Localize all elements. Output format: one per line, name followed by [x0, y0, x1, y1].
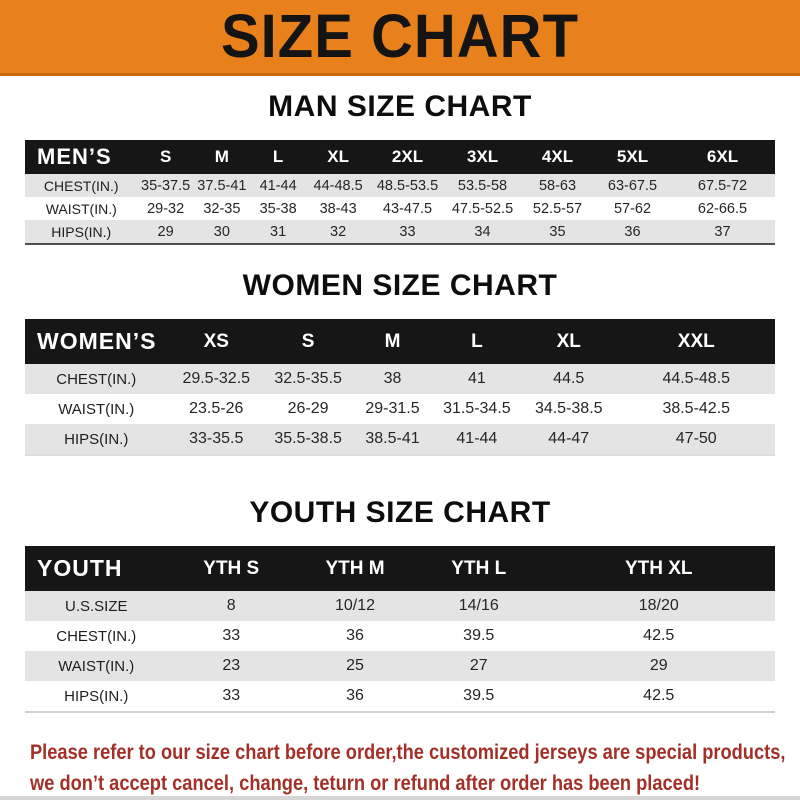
size-value-cell: 26-29 — [287, 400, 329, 417]
men-section-heading: MAN SIZE CHART — [268, 90, 532, 123]
women-header-row — [25, 319, 775, 364]
size-value-cell: 47.5-52.5 — [451, 200, 514, 217]
size-value-cell: 29 — [157, 223, 174, 240]
men-column-header: 3XL — [445, 140, 520, 174]
size-value-cell: 32 — [330, 223, 347, 240]
size-value-cell: 42.5 — [643, 627, 675, 644]
men-column-header: 6XL — [670, 140, 775, 174]
size-value-cell: 57-62 — [613, 200, 652, 217]
size-value-cell: 37.5-41 — [197, 177, 247, 194]
size-value-cell: 33-35.5 — [189, 430, 244, 447]
disclaimer-line-2: we don’t accept cancel, change, teturn or refund after order has been placed! — [30, 772, 701, 795]
size-value-cell: 23.5-26 — [189, 400, 244, 417]
size-value-cell: 30 — [213, 223, 230, 240]
size-value-cell: 53.5-58 — [457, 177, 508, 194]
size-value-cell: 38 — [383, 370, 402, 387]
table-row — [25, 424, 775, 455]
size-value-cell: 39.5 — [463, 627, 495, 644]
size-value-cell: 47-50 — [675, 430, 717, 447]
size-value-cell: 44.5-48.5 — [662, 370, 731, 387]
size-value-cell: 31 — [270, 223, 287, 240]
size-value-cell: 39.5 — [463, 687, 495, 704]
youth-size-table — [25, 546, 775, 713]
size-value-cell: 43-47.5 — [382, 200, 433, 217]
size-value-cell: 63-67.5 — [607, 177, 658, 194]
size-value-cell: 41 — [467, 370, 486, 387]
size-value-cell: 38.5-42.5 — [662, 400, 731, 417]
table-row — [25, 621, 775, 651]
row-label: CHEST(IN.) — [43, 177, 119, 194]
table-row — [25, 651, 775, 681]
youth-header-row — [25, 546, 775, 591]
size-value-cell: 8 — [226, 597, 236, 614]
row-label: WAIST(IN.) — [58, 400, 135, 418]
size-value-cell: 35-37.5 — [141, 177, 191, 194]
size-value-cell: 62-66.5 — [697, 200, 748, 217]
table-row — [25, 364, 775, 394]
order-disclaimer — [30, 737, 786, 799]
row-label: HIPS(IN.) — [64, 430, 129, 448]
size-value-cell: 32.5-35.5 — [274, 370, 342, 387]
size-value-cell: 36 — [346, 627, 364, 644]
disclaimer-line-1: Please refer to our size chart before order,the customized jerseys are special products, — [30, 741, 786, 764]
men-column-header: 2XL — [370, 140, 445, 174]
men-column-header: XL — [306, 140, 370, 174]
men-column-header: S — [138, 140, 194, 174]
size-value-cell: 42.5 — [643, 687, 675, 704]
youth-column-header: YTH M — [295, 546, 415, 591]
size-value-cell: 27 — [469, 657, 488, 674]
size-value-cell: 41-44 — [259, 177, 297, 194]
youth-section — [0, 496, 800, 713]
size-value-cell: 35.5-38.5 — [274, 430, 342, 447]
youth-column-header: YTH S — [168, 546, 296, 591]
women-column-header: S — [265, 319, 351, 364]
row-label: HIPS(IN.) — [51, 223, 112, 240]
size-value-cell: 23 — [222, 657, 241, 674]
size-value-cell: 41-44 — [456, 430, 498, 447]
size-value-cell: 35-38 — [259, 200, 297, 217]
youth-column-header: YTH L — [415, 546, 543, 591]
row-label: WAIST(IN.) — [58, 657, 135, 675]
table-row — [25, 174, 775, 197]
row-label: U.S.SIZE — [64, 597, 128, 615]
youth-section-heading: YOUTH SIZE CHART — [249, 496, 551, 529]
row-label: HIPS(IN.) — [64, 687, 129, 705]
size-value-cell: 33 — [222, 627, 241, 644]
size-value-cell: 36 — [346, 687, 364, 704]
women-column-header: XS — [168, 319, 266, 364]
size-value-cell: 31.5-34.5 — [443, 400, 511, 417]
size-value-cell: 29-32 — [147, 200, 185, 217]
size-chart-banner — [0, 0, 800, 76]
men-column-header: M — [194, 140, 250, 174]
size-value-cell: 34.5-38.5 — [534, 400, 603, 417]
size-value-cell: 29.5-32.5 — [182, 370, 251, 387]
size-value-cell: 48.5-53.5 — [376, 177, 439, 194]
size-value-cell: 34 — [474, 223, 491, 240]
size-value-cell: 52.5-57 — [532, 200, 583, 217]
youth-column-header: YTH XL — [543, 546, 776, 591]
size-value-cell: 38-43 — [319, 200, 357, 217]
size-value-cell: 32-35 — [203, 200, 241, 217]
table-row — [25, 394, 775, 424]
men-section — [0, 90, 800, 245]
size-value-cell: 14/16 — [458, 597, 499, 614]
table-row — [25, 197, 775, 220]
men-table-title: MEN’S — [25, 140, 138, 174]
size-value-cell: 36 — [624, 223, 641, 240]
size-value-cell: 44-48.5 — [313, 177, 363, 194]
size-value-cell: 25 — [346, 657, 364, 674]
men-column-header: 5XL — [595, 140, 670, 174]
row-label: CHEST(IN.) — [56, 370, 137, 388]
size-value-cell: 44-47 — [548, 430, 590, 447]
women-section — [0, 269, 800, 456]
men-column-header: 4XL — [520, 140, 595, 174]
size-value-cell: 33 — [399, 223, 416, 240]
women-table-title: WOMEN’S — [25, 319, 168, 364]
size-value-cell: 10/12 — [334, 597, 376, 614]
women-column-header: M — [351, 319, 434, 364]
row-label: WAIST(IN.) — [45, 200, 117, 217]
women-column-header: XXL — [618, 319, 776, 364]
banner-title: SIZE CHART — [221, 2, 579, 71]
men-size-table — [25, 140, 775, 245]
table-row — [25, 220, 775, 244]
size-value-cell: 44.5 — [553, 370, 585, 387]
size-value-cell: 37 — [714, 223, 731, 240]
row-label: CHEST(IN.) — [56, 627, 137, 645]
size-value-cell: 38.5-41 — [365, 430, 420, 447]
men-column-header: L — [250, 140, 306, 174]
women-column-header: XL — [520, 319, 618, 364]
youth-table-title: YOUTH — [25, 546, 168, 591]
table-row — [25, 591, 775, 621]
size-value-cell: 35 — [549, 223, 566, 240]
women-section-heading: WOMEN SIZE CHART — [242, 269, 558, 302]
size-value-cell: 67.5-72 — [697, 177, 748, 194]
women-size-table — [25, 319, 775, 456]
men-header-row — [25, 140, 775, 174]
size-value-cell: 33 — [222, 687, 241, 704]
women-column-header: L — [434, 319, 520, 364]
size-value-cell: 58-63 — [538, 177, 577, 194]
size-value-cell: 18/20 — [638, 597, 679, 614]
size-value-cell: 29-31.5 — [365, 400, 420, 417]
size-value-cell: 29 — [649, 657, 668, 674]
table-row — [25, 681, 775, 712]
bottom-edge-strip — [0, 796, 800, 800]
